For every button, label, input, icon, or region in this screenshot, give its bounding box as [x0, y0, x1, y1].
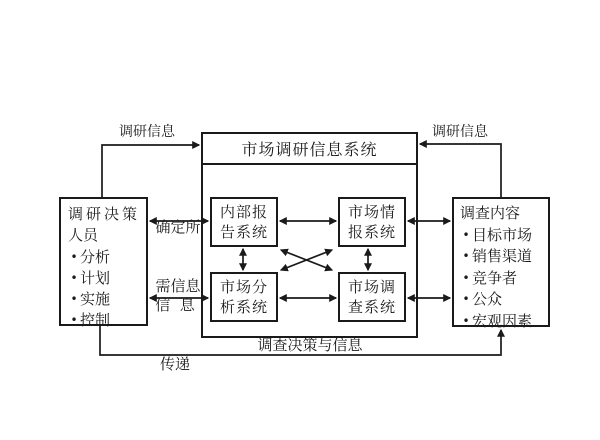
internal-report-line1: 内部报 [219, 203, 268, 221]
bullet-icon: • [462, 249, 470, 264]
system-title-box [201, 132, 418, 165]
market-intelligence-line2: 报系统 [347, 223, 396, 241]
list-item-label: 分析 [80, 247, 111, 266]
survey-content-box [452, 197, 550, 330]
market-survey-line1: 市场调 [347, 278, 396, 296]
list-item-label: 销售渠道 [472, 247, 533, 266]
list-item-label: 计划 [80, 268, 111, 287]
market-intelligence-system-box [338, 197, 406, 247]
info-transfer-label [152, 257, 198, 413]
decision-makers-title-line2: 人员 [68, 226, 99, 245]
market-analysis-system-box [210, 272, 278, 322]
list-item [68, 247, 146, 268]
bullet-icon: • [70, 292, 78, 307]
list-item-label: 公众 [472, 290, 503, 309]
bullet-icon: • [462, 270, 470, 285]
decision-makers-box [59, 197, 148, 330]
list-item-label: 目标市场 [472, 225, 533, 244]
list-item-label: 控制 [80, 311, 111, 330]
list-item [460, 289, 548, 311]
system-title: 市场调研信息系统 [241, 140, 378, 159]
list-item [460, 246, 548, 268]
internal-report-line2: 告系统 [219, 223, 268, 241]
determine-info-line1: 确定所 [155, 218, 201, 236]
bottom-feedback-label: 调查决策与信息 [257, 336, 363, 354]
market-analysis-line1: 市场分 [219, 278, 268, 296]
bullet-icon: • [70, 313, 78, 328]
determine-info-line2: 需信息 [155, 276, 201, 295]
list-item-label: 宏观因素 [472, 311, 533, 330]
research-info-label-left: 调研信息 [119, 124, 175, 140]
list-item [460, 311, 548, 333]
research-info-label-right: 调研信息 [432, 124, 488, 140]
list-item-label: 竞争者 [472, 268, 518, 287]
list-item [68, 268, 146, 289]
market-survey-system-box [338, 272, 406, 322]
market-survey-line2: 查系统 [347, 298, 396, 316]
list-item [68, 289, 146, 310]
list-item-label: 实施 [80, 290, 111, 309]
market-intelligence-line1: 市场情 [347, 203, 396, 221]
decision-makers-title-line1: 调研决策 [68, 205, 141, 223]
market-analysis-line2: 析系统 [219, 298, 268, 316]
arrow-research-info-right [420, 144, 501, 197]
bullet-icon: • [462, 313, 470, 328]
bullet-icon: • [462, 292, 470, 307]
info-transfer-line2: 传递 [159, 354, 190, 373]
list-item [460, 268, 548, 290]
bullet-icon: • [462, 227, 470, 242]
bullet-icon: • [70, 249, 78, 264]
survey-content-title: 调查内容 [460, 204, 521, 222]
info-transfer-line1: 信 息 [155, 296, 195, 314]
internal-report-system-box [210, 197, 278, 247]
list-item [460, 225, 548, 247]
bullet-icon: • [70, 270, 78, 285]
list-item [68, 310, 146, 331]
